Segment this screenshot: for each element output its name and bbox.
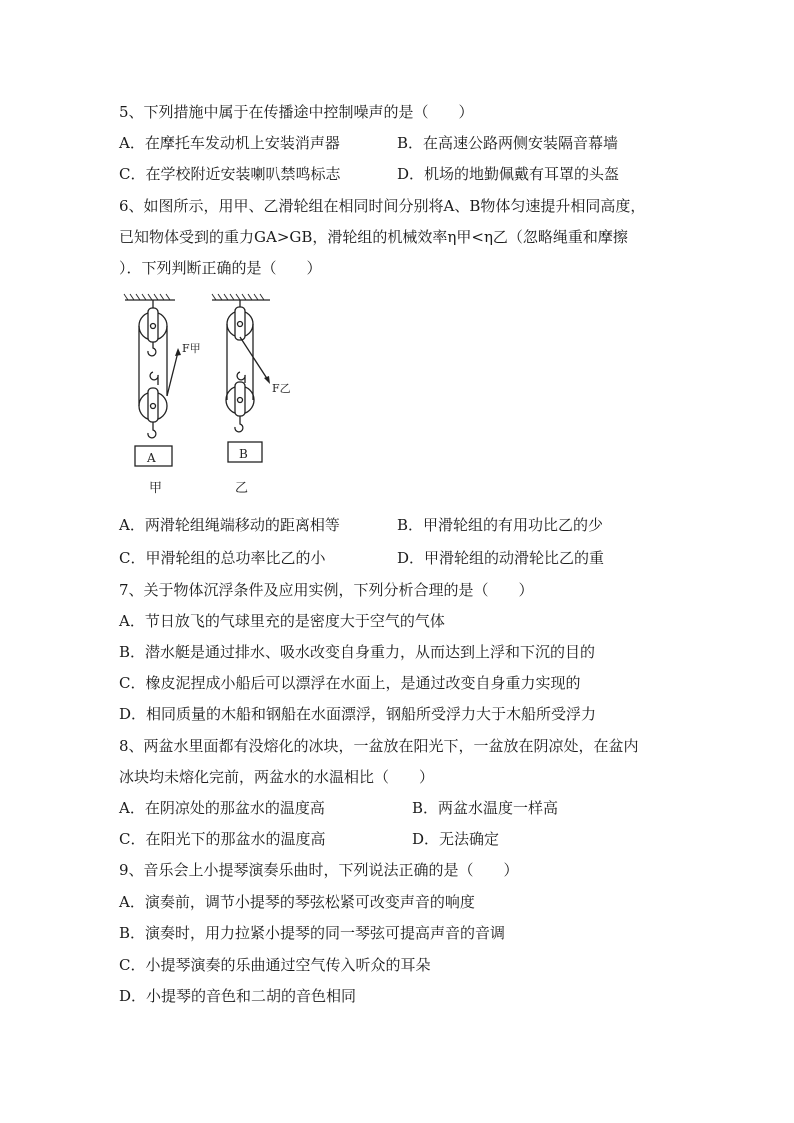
- q5-options-ab: [119, 133, 679, 153]
- q6-stem-line2: 已知物体受到的重力GA>GB，滑轮组的机械效率η甲<η乙（忽略绳重和摩擦: [119, 228, 628, 246]
- q5-option-a: A．在摩托车发动机上安装消声器: [119, 134, 340, 152]
- yi-load-hook: [235, 416, 243, 432]
- q8-option-d: D．无法确定: [412, 830, 500, 848]
- force-yi-label: F乙: [272, 382, 291, 395]
- q9-option-d: D．小提琴的音色和二胡的音色相同: [119, 987, 357, 1005]
- jia-fixed-hook: [148, 342, 156, 356]
- pulley-diagram: [120, 292, 291, 502]
- q8-options-ab: [119, 798, 679, 818]
- q9-option-c: C．小提琴演奏的乐曲通过空气传入听众的耳朵: [119, 956, 431, 974]
- q6-option-b: B．甲滑轮组的有用功比乙的少: [397, 516, 604, 534]
- block-b-label: B: [239, 447, 248, 461]
- q6-option-c: C．甲滑轮组的总功率比乙的小: [119, 549, 326, 567]
- q5-option-d: D．机场的地勤佩戴有耳罩的头盔: [397, 165, 620, 183]
- q9-option-a: A．演奏前，调节小提琴的琴弦松紧可改变声音的响度: [119, 893, 475, 911]
- jia-pull-rope: [167, 352, 178, 396]
- force-jia-label: F甲: [182, 342, 201, 355]
- yi-pull-rope: [240, 337, 268, 380]
- q7-option-b: B．潜水艇是通过排水、吸水改变自身重力，从而达到上浮和下沉的目的: [119, 643, 596, 661]
- q8-options-cd: [119, 829, 679, 849]
- q7-option-a: A．节日放飞的气球里充的是密度大于空气的气体: [119, 612, 445, 630]
- q6-option-d: D．甲滑轮组的动滑轮比乙的重: [397, 549, 605, 567]
- q6-options-cd: [119, 548, 679, 568]
- q9-stem: 9、音乐会上小提琴演奏乐曲时，下列说法正确的是（ ）: [119, 861, 519, 879]
- q6-options-ab: [119, 515, 679, 535]
- q6-option-a: A．两滑轮组绳端移动的距离相等: [119, 516, 340, 534]
- q5-options-cd: [119, 164, 679, 184]
- q8-stem-line2: 冰块均未熔化完前，两盆水的水温相比（ ）: [119, 768, 435, 786]
- q5-option-b: B．在高速公路两侧安装隔音幕墙: [397, 134, 619, 152]
- q6-stem-line1: 6、如图所示，用甲、乙滑轮组在相同时间分别将A、B物体匀速提升相同高度，: [119, 197, 646, 215]
- caption-jia: 甲: [149, 481, 163, 496]
- jia-load-hook: [148, 422, 156, 438]
- q7-option-d: D．相同质量的木船和钢船在水面漂浮，钢船所受浮力大于木船所受浮力: [119, 705, 597, 723]
- caption-yi: 乙: [235, 481, 249, 496]
- q9-option-b: B．演奏时，用力拉紧小提琴的同一琴弦可提高声音的音调: [119, 924, 506, 942]
- q8-option-c: C．在阳光下的那盆水的温度高: [119, 830, 326, 848]
- q5-option-c: C．在学校附近安装喇叭禁鸣标志: [119, 165, 341, 183]
- q7-stem: 7、关于物体沉浮条件及应用实例，下列分析合理的是（ ）: [119, 581, 534, 599]
- q8-stem-line1: 8、两盆水里面都有没熔化的冰块，一盆放在阳光下，一盆放在阴凉处，在盆内: [119, 737, 639, 755]
- q8-option-b: B．两盆水温度一样高: [412, 799, 559, 817]
- q8-option-a: A．在阴凉处的那盆水的温度高: [119, 799, 325, 817]
- q5-stem: 5、下列措施中属于在传播途中控制噪声的是（ ）: [119, 103, 474, 121]
- block-a-label: A: [147, 451, 156, 465]
- q7-option-c: C．橡皮泥捏成小船后可以漂浮在水面上，是通过改变自身重力实现的: [119, 674, 581, 692]
- q6-stem-line3: ）．下列判断正确的是（ ）: [119, 259, 322, 277]
